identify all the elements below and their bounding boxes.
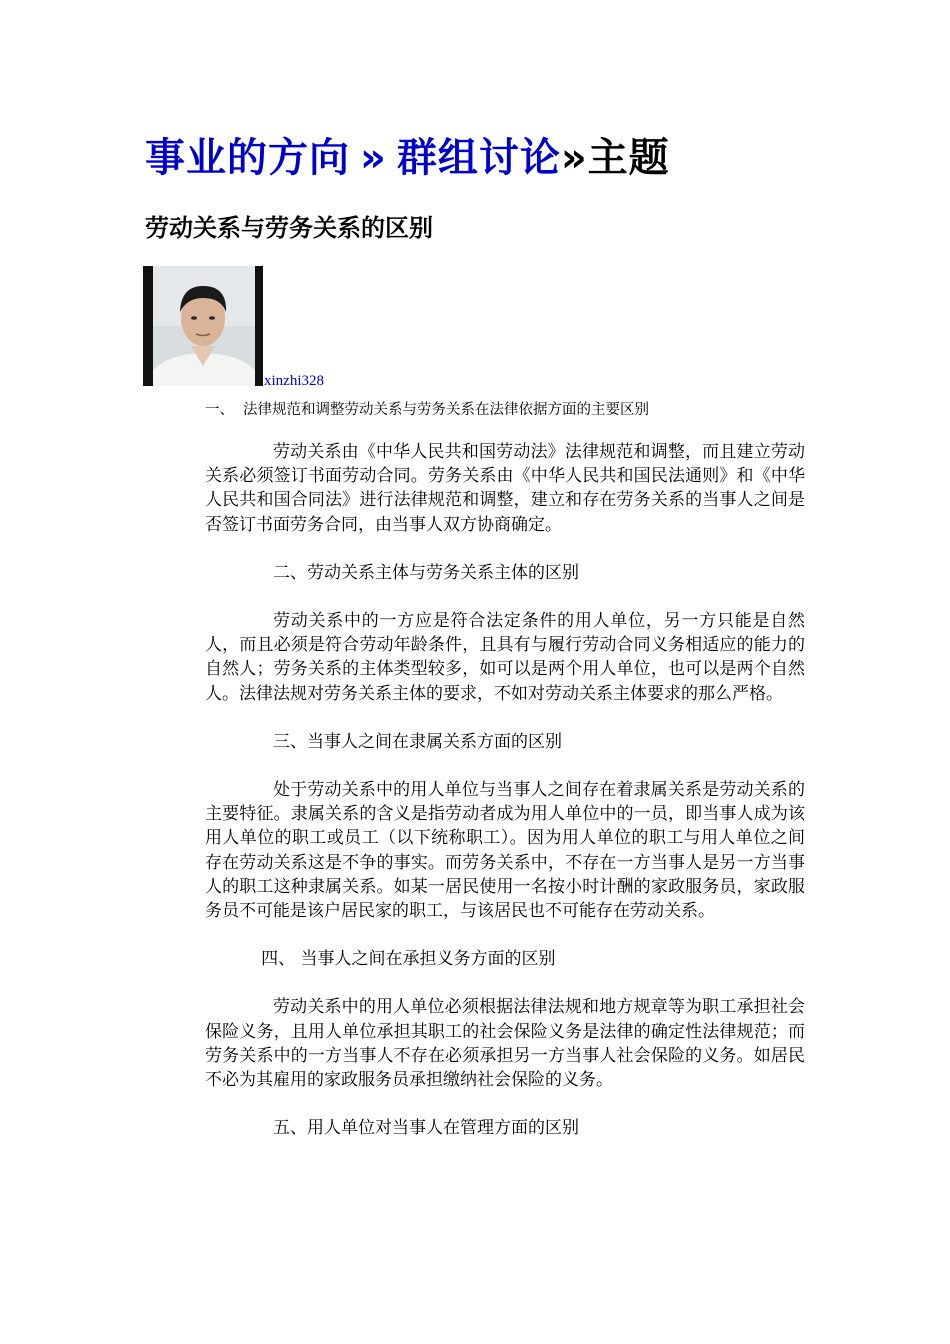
avatar-portrait-icon	[143, 266, 263, 386]
section-5-heading: 五、用人单位对当事人在管理方面的区别	[273, 1118, 579, 1139]
author-username-link[interactable]: xinzhi328	[264, 373, 324, 389]
post-content	[205, 440, 805, 1164]
avatar[interactable]	[143, 266, 263, 386]
section-1-body: 劳动关系由《中华人民共和国劳动法》法律规范和调整，而且建立劳动关系必须签订书面劳动合同。劳务关系由《中华人民共和国民法通则》和《中华人民共和国合同法》进行法律规范和调整，建立和存在劳务关系的当事人之间是否签订书面劳务合同，由当事人双方协商确定。	[205, 442, 805, 535]
section-3-heading: 三、当事人之间在隶属关系方面的区别	[273, 731, 562, 752]
section-3-body: 处于劳动关系中的用人单位与当事人之间存在着隶属关系是劳动关系的主要特征。隶属关系的含义是指劳动者成为用人单位中的一员，即当事人成为该用人单位的职工或员工（以下统称职工）。因为用人单位的职工与用人单位之间存在劳动关系这是不争的事实。而劳务关系中，不存在一方当事人是另一方当事人的职工这种隶属关系。如某一居民使用一名按小时计酬的家政服务员，家政服务员不可能是该户居民家的职工，与该居民也不可能存在劳动关系。	[205, 780, 805, 922]
breadcrumb-link-group-discussion[interactable]: 群组讨论	[396, 135, 561, 181]
breadcrumb-link-career[interactable]: 事业的方向	[145, 135, 350, 181]
section-1-heading	[205, 398, 649, 419]
section-4-heading: 四、 当事人之间在承担义务方面的区别	[261, 949, 556, 970]
breadcrumb	[145, 126, 670, 183]
section-1-heading-text: 法律规范和调整劳动关系与劳务关系在法律依据方面的主要区别	[243, 402, 649, 418]
breadcrumb-current: »主题	[560, 135, 670, 181]
section-4-body: 劳动关系中的用人单位必须根据法律法规和地方规章等为职工承担社会保险义务，且用人单位承担其职工的社会保险义务是法律的确定性法律规范；而劳务关系中的一方当事人不存在必须承担另一方当事人社会保险的义务。如居民不必为其雇用的家政服务员承担缴纳社会保险的义务。	[205, 997, 805, 1091]
section-2-body: 劳动关系中的一方应是符合法定条件的用人单位，另一方只能是自然人，而且必须是符合劳动年龄条件，且具有与履行劳动合同义务相适应的能力的自然人；劳务关系的主体类型较多，如可以是两个用人单位，也可以是两个自然人。法律法规对劳务关系主体的要求，不如对劳动关系主体要求的那么严格。	[205, 611, 805, 704]
section-1-number: 一、	[205, 402, 234, 418]
topic-title: 劳动关系与劳务关系的区别	[145, 214, 433, 242]
breadcrumb-separator: »	[360, 135, 387, 181]
section-2-heading: 二、劳动关系主体与劳务关系主体的区别	[273, 562, 579, 583]
